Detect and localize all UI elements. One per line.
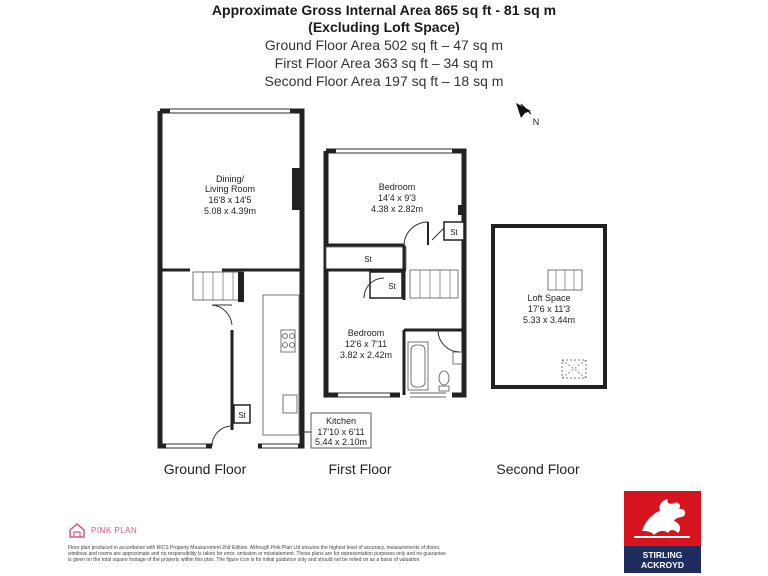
footnote: Floor plan produced in accordance with RICS Property Measurement 2nd Edition. Although Pink Plan Ltd ensures the highest level of accuracy, measurements of doors, windows and rooms are approximate and no responsibility is taken for error, omission or misstatement. These plans are for representation purposes only and no guarantee is given on the total square footage of the property within this plan. The figure icon is for initial guidance only and should not be relied on as a basis of valuation.: [68, 545, 446, 564]
loft-imperial: 17'6 x 11'3: [527, 304, 571, 314]
pink-plan-logo: [68, 522, 137, 538]
bedroom1-imperial: 14'4 x 9'3: [378, 193, 416, 203]
bedroom2-metric: 3.82 x 2.42m: [339, 350, 393, 360]
compass-n-label: N: [532, 117, 540, 127]
pink-plan-text: PINK PLAN: [91, 525, 138, 535]
dining-name-1: Dining/: [215, 174, 245, 184]
area-subtitle: (Excluding Loft Space): [308, 19, 460, 35]
compass-icon: [516, 103, 539, 127]
dining-imperial: 16'8 x 14'5: [208, 195, 252, 205]
griffin-icon: [624, 491, 701, 546]
first-floor-area: First Floor Area 363 sq ft – 34 sq m: [274, 55, 494, 71]
bedroom2-name: Bedroom: [347, 328, 385, 338]
second-floor-label: Second Floor: [496, 461, 580, 477]
bedroom1-name: Bedroom: [378, 182, 416, 192]
kitchen-name: Kitchen: [325, 416, 357, 426]
bedroom2-imperial: 12'6 x 7'11: [344, 339, 388, 349]
ground-storage-label: St: [238, 411, 246, 420]
dining-name-2: Living Room: [204, 184, 256, 194]
second-floor-plan: [493, 226, 605, 477]
ground-floor-label: Ground Floor: [163, 461, 247, 477]
first-storage-label-2: St: [364, 255, 372, 264]
kitchen-imperial: 17'10 x 6'11: [317, 427, 365, 437]
kitchen-metric: 5.44 x 2.10m: [314, 437, 368, 447]
agent-name-line1: STIRLING: [642, 550, 683, 560]
first-storage-label-3: St: [388, 282, 396, 291]
first-storage-label-1: St: [450, 228, 458, 237]
stirling-ackroyd-logo: [624, 491, 701, 573]
pink-plan-house-icon: [68, 522, 86, 538]
ground-floor-plan: [160, 109, 371, 477]
agent-name-line2: ACKROYD: [641, 560, 684, 570]
loft-name: Loft Space: [527, 293, 571, 303]
dining-metric: 5.08 x 4.39m: [203, 206, 257, 216]
second-floor-area: Second Floor Area 197 sq ft – 18 sq m: [264, 73, 504, 89]
area-title: Approximate Gross Internal Area 865 sq ft - 81 sq m: [211, 2, 557, 18]
loft-metric: 5.33 x 3.44m: [522, 315, 576, 325]
griffin-emblem: [624, 491, 701, 546]
ground-floor-area: Ground Floor Area 502 sq ft – 47 sq m: [264, 37, 504, 53]
first-floor-label: First Floor: [328, 461, 392, 477]
bedroom1-metric: 4.38 x 2.82m: [370, 204, 424, 214]
agent-name: [624, 546, 701, 573]
